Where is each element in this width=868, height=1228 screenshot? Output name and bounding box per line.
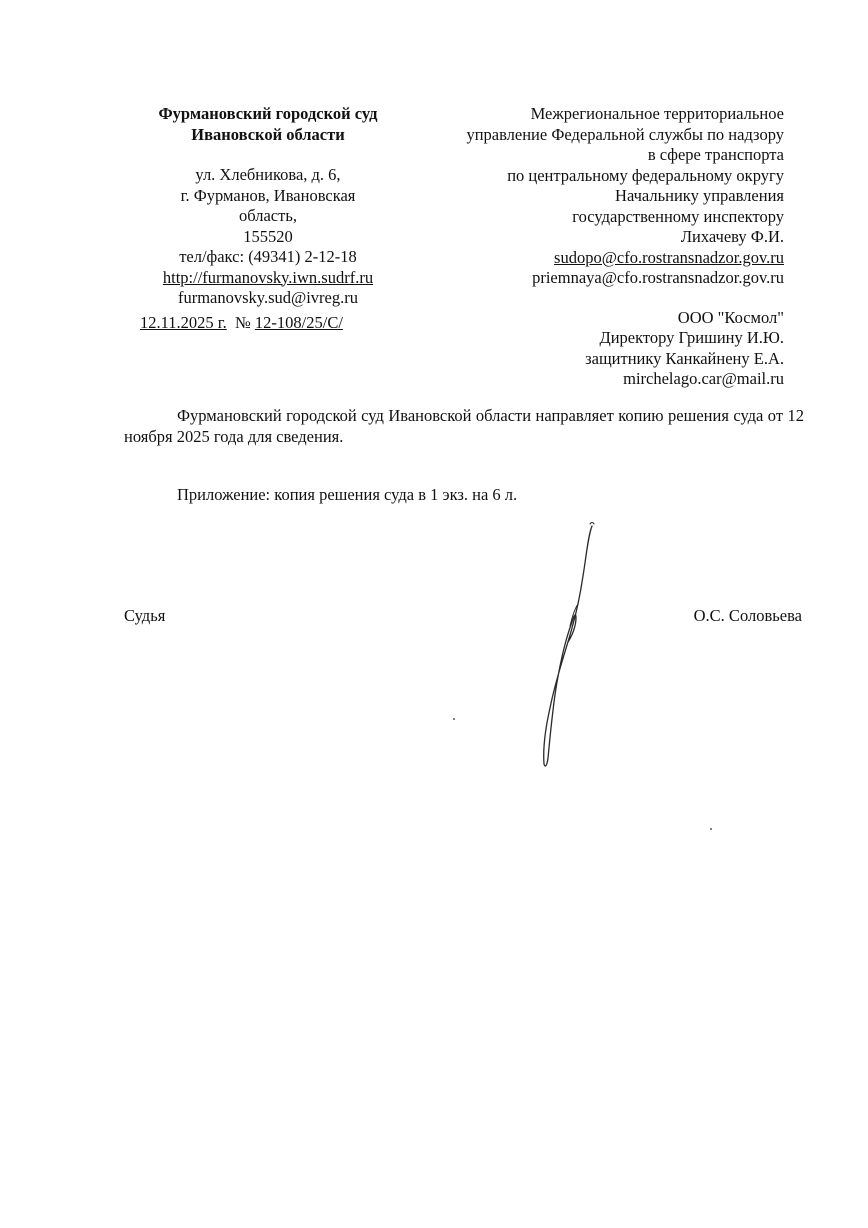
recipient-org-line1: Межрегиональное территориальное (530, 104, 784, 123)
recipient-email2: priemnaya@cfo.rostransnadzor.gov.ru (532, 268, 784, 287)
address-line2: г. Фурманов, Ивановская (180, 185, 356, 205)
judge-name: О.С. Соловьева (693, 606, 802, 625)
phone-fax: тел/факс: (49341) 2-12-18 (179, 247, 357, 266)
second-recipient-director: Директору Гришину И.Ю. (599, 328, 784, 347)
court-email: furmanovsky.sud@ivreg.ru (177, 288, 358, 307)
postcode: 155520 (243, 226, 293, 246)
recipient-org-line2: управление Федеральной службы по надзору (466, 124, 784, 144)
address-line1: ул. Хлебникова, д. 6, (195, 165, 341, 184)
registration-line (140, 313, 343, 333)
second-recipient-email: mirchelago.car@mail.ru (623, 369, 784, 388)
handwritten-signature (528, 518, 608, 773)
judge-title: Судья (124, 606, 166, 625)
number-sign: № (235, 313, 251, 332)
recipient-org-line3: в сфере транспорта (647, 145, 784, 164)
attachment-note: Приложение: копия решения суда в 1 экз. на 6 л. (177, 485, 518, 504)
court-website-link[interactable]: http://furmanovsky.iwn.sudrf.ru (162, 267, 374, 287)
scan-speck (710, 828, 712, 830)
outgoing-date: 12.11.2025 г. (140, 313, 227, 332)
address-line3: область, (239, 206, 297, 225)
second-recipient-defender: защитнику Канкайнену Е.А. (585, 348, 784, 368)
recipient-person: Лихачеву Ф.И. (680, 227, 784, 246)
recipient-org-line4: по центральному федеральному округу (507, 165, 784, 185)
recipient-position-line1: Начальнику управления (615, 186, 784, 205)
court-name-line2: Ивановской области (191, 124, 345, 144)
recipient-position-line2: государственному инспектору (572, 206, 784, 226)
recipient-email-link[interactable]: sudopo@cfo.rostransnadzor.gov.ru (554, 247, 784, 267)
outgoing-number: 12-108/25/С/ (254, 313, 343, 332)
sender-block (128, 104, 408, 309)
letter-body: Фурмановский городской суд Ивановской области направляет копию решения суда от 12 ноября 2025 года для сведения. (124, 406, 804, 446)
recipients-block (384, 104, 784, 390)
second-recipient-org: ООО "Космол" (677, 307, 784, 327)
scan-speck (453, 718, 455, 720)
court-name-line1: Фурмановский городской суд (158, 104, 378, 123)
